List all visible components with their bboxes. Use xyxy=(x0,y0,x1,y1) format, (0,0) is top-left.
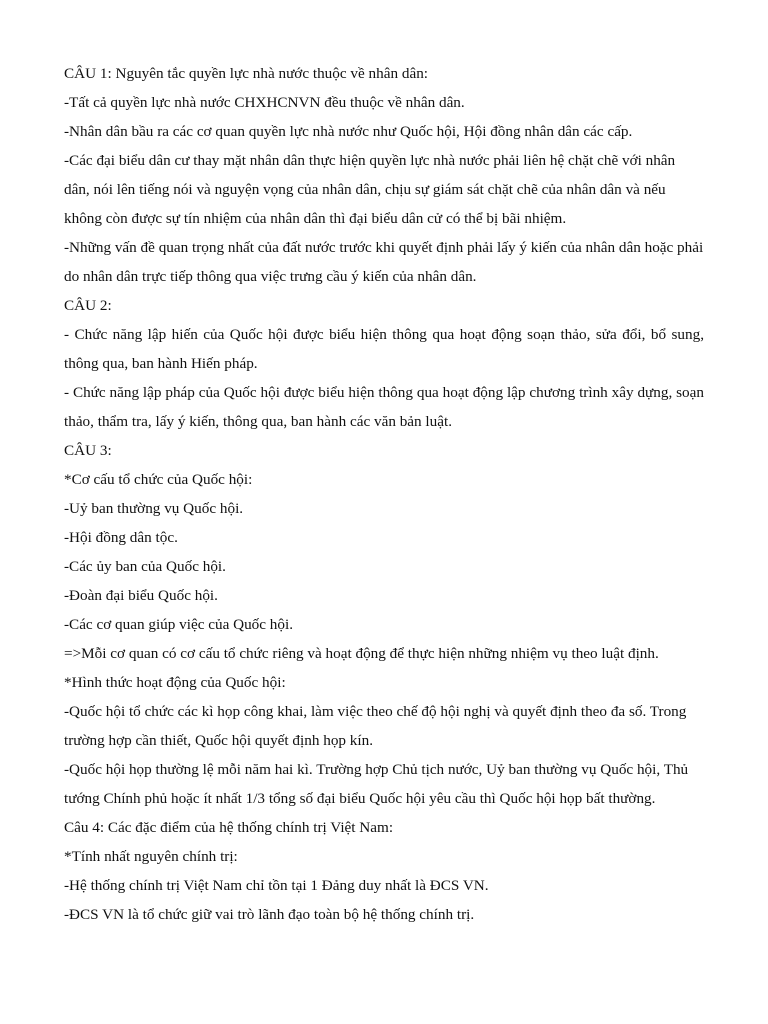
document-page xyxy=(64,59,704,929)
paragraph-line: -Các đại biểu dân cư thay mặt nhân dân thực hiện quyền lực nhà nước phải liên hệ chặt chẽ với nhân dân, nói lên tiếng nói và nguyện vọng của nhân dân, chịu sự giám sát chặt chẽ của nhân dân và nếu không còn được sự tín nhiệm của nhân dân thì đại biểu dân cử có thể bị bãi nhiệm. xyxy=(64,152,676,227)
paragraph-line: -Quốc hội họp thường lệ mỗi năm hai kì. Trường hợp Chủ tịch nước, Uỷ ban thường vụ Quốc hội, Thủ tướng Chính phủ hoặc ít nhất 1/3 tổng số đại biểu Quốc hội yêu cầu thì Quốc hội họp bất thường. xyxy=(64,761,689,807)
paragraph-line: -Nhân dân bầu ra các cơ quan quyền lực nhà nước như Quốc hội, Hội đồng nhân dân các cấp. xyxy=(64,123,633,140)
heading-cau-4: Câu 4: Các đặc điểm của hệ thống chính trị Việt Nam: xyxy=(64,819,394,836)
heading-cau-3: CÂU 3: xyxy=(64,442,112,459)
list-item: -Các ủy ban của Quốc hội. xyxy=(64,558,226,575)
paragraph-line: =>Mỗi cơ quan có cơ cấu tổ chức riêng và hoạt động để thực hiện những nhiệm vụ theo luật định. xyxy=(64,645,659,662)
subheading: *Tính nhất nguyên chính trị: xyxy=(64,848,238,865)
paragraph-line: - Chức năng lập pháp của Quốc hội được biểu hiện thông qua hoạt động lập chương trình xây dựng, soạn thảo, thẩm tra, lấy ý kiến, thông qua, ban hành các văn bản luật. xyxy=(64,384,704,430)
subheading: *Cơ cấu tổ chức của Quốc hội: xyxy=(64,471,253,488)
paragraph-line: -Quốc hội tổ chức các kì họp công khai, làm việc theo chế độ hội nghị và quyết định theo đa số. Trong trường hợp cần thiết, Quốc hội quyết định họp kín. xyxy=(64,703,687,749)
paragraph-line: -Những vấn đề quan trọng nhất của đất nước trước khi quyết định phải lấy ý kiến của nhân dân hoặc phải do nhân dân trực tiếp thông qua việc trưng cầu ý kiến của nhân dân. xyxy=(64,239,704,285)
list-item: -Hệ thống chính trị Việt Nam chỉ tồn tại 1 Đảng duy nhất là ĐCS VN. xyxy=(64,877,489,894)
paragraph-line: -Tất cả quyền lực nhà nước CHXHCNVN đều thuộc về nhân dân. xyxy=(64,94,465,111)
heading-cau-2: CÂU 2: xyxy=(64,297,112,314)
list-item: -Hội đồng dân tộc. xyxy=(64,529,178,546)
list-item: -ĐCS VN là tổ chức giữ vai trò lãnh đạo toàn bộ hệ thống chính trị. xyxy=(64,906,475,923)
list-item: -Uỷ ban thường vụ Quốc hội. xyxy=(64,500,244,517)
heading-cau-1: CÂU 1: Nguyên tắc quyền lực nhà nước thuộc về nhân dân: xyxy=(64,65,429,82)
paragraph-line: - Chức năng lập hiến của Quốc hội được biểu hiện thông qua hoạt động soạn thảo, sửa đổi, bổ sung, thông qua, ban hành Hiến pháp. xyxy=(64,326,704,372)
list-item: -Đoàn đại biểu Quốc hội. xyxy=(64,587,218,604)
list-item: -Các cơ quan giúp việc của Quốc hội. xyxy=(64,616,294,633)
subheading: *Hình thức hoạt động của Quốc hội: xyxy=(64,674,286,691)
